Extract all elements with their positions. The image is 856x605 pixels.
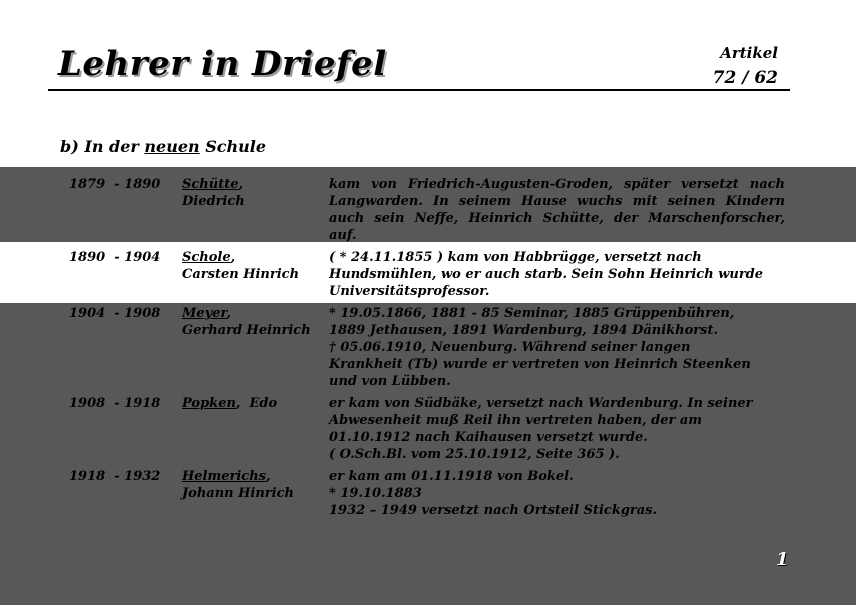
entry-line: er kam von Südbäke, versetzt nach Wardenburg. In seiner	[329, 396, 753, 411]
teacher-entry	[0, 395, 856, 463]
teacher-entry	[0, 176, 856, 244]
section-emphasis: neuen	[144, 137, 200, 156]
entry-line: ( * 24.11.1855 ) kam von Habbrügge, versetzt nach	[329, 250, 702, 265]
entry-line: Krankheit (Tb) wurde er vertreten von Heinrich Steenken	[329, 357, 751, 372]
entry-line: * 19.05.1866, 1881 - 85 Seminar, 1885 Grüppenbühren,	[329, 306, 735, 321]
entry-given-name: Johann Hinrich	[182, 486, 294, 501]
page-title: Lehrer in Driefel	[58, 44, 387, 84]
section-suffix: Schule	[199, 137, 267, 156]
entry-line: 1932 – 1949 versetzt nach Ortsteil Stickgras.	[329, 503, 658, 518]
entry-surname: Helmerichs	[182, 469, 266, 484]
entry-years: 1890 - 1904	[69, 250, 161, 265]
artikel-label: Artikel	[720, 44, 778, 62]
entry-line: und von Lübben.	[329, 374, 451, 389]
entry-line: auf.	[329, 228, 357, 243]
entry-name: Meyer, Gerhard Heinrich	[182, 306, 311, 338]
entry-description	[329, 305, 785, 390]
section-prefix: b) In der	[60, 137, 145, 156]
entry-surname: Popken	[182, 396, 236, 411]
entry-line: Abwesenheit muß Reil ihn vertreten haben, der am	[329, 413, 703, 428]
entry-line: auch sein Neffe, Heinrich Schütte, der Marschenforscher,	[329, 211, 785, 226]
entry-line: 1889 Jethausen, 1891 Wardenburg, 1894 Dänikhorst.	[329, 323, 718, 338]
entry-line: 01.10.1912 nach Kaihausen versetzt wurde.	[329, 430, 648, 445]
entry-surname: Schütte	[182, 177, 239, 192]
section-heading	[60, 137, 266, 156]
entry-description	[329, 395, 785, 463]
entry-line: * 19.10.1883	[329, 486, 422, 501]
entry-line: ( O.Sch.Bl. vom 25.10.1912, Seite 365 ).	[329, 447, 620, 462]
entry-line: † 05.06.1910, Neuenburg. Während seiner langen	[329, 340, 691, 355]
entry-description	[329, 249, 785, 300]
artikel-number: 72 / 62	[712, 68, 778, 88]
teacher-entry	[0, 468, 856, 519]
teacher-entry	[0, 305, 856, 390]
entry-surname: Meyer	[182, 306, 227, 321]
entry-given-name: Edo	[249, 396, 278, 411]
entry-given-name: Carsten Hinrich	[182, 267, 300, 282]
entry-line: Langwarden. In seinem Hause wuchs mit seinen Kindern	[329, 194, 785, 209]
teacher-entry	[0, 249, 856, 300]
entry-line: Hundsmühlen, wo er auch starb. Sein Sohn Heinrich wurde	[329, 267, 764, 282]
entry-years: 1904 - 1908	[69, 306, 161, 321]
entry-years: 1879 - 1890	[69, 177, 161, 192]
page-number: 1	[776, 549, 789, 570]
entry-given-name: Gerhard Heinrich	[182, 323, 311, 338]
entry-years: 1918 - 1932	[69, 469, 161, 484]
entry-given-name: Diedrich	[182, 194, 245, 209]
entry-name: Popken, Edo	[182, 396, 278, 411]
entry-name: Schole, Carsten Hinrich	[182, 250, 300, 282]
entry-line: kam von Friedrich-Augusten-Groden, später versetzt nach	[329, 177, 785, 192]
entry-name: Schütte, Diedrich	[182, 177, 245, 209]
entry-years: 1908 - 1918	[69, 396, 161, 411]
entry-name: Helmerichs, Johann Hinrich	[182, 469, 294, 501]
entry-description	[329, 176, 785, 244]
entry-line: Universitätsprofessor.	[329, 284, 490, 299]
header-rule	[48, 89, 790, 91]
entry-line: er kam am 01.11.1918 von Bokel.	[329, 469, 574, 484]
entry-surname: Schole	[182, 250, 231, 265]
entry-description	[329, 468, 785, 519]
